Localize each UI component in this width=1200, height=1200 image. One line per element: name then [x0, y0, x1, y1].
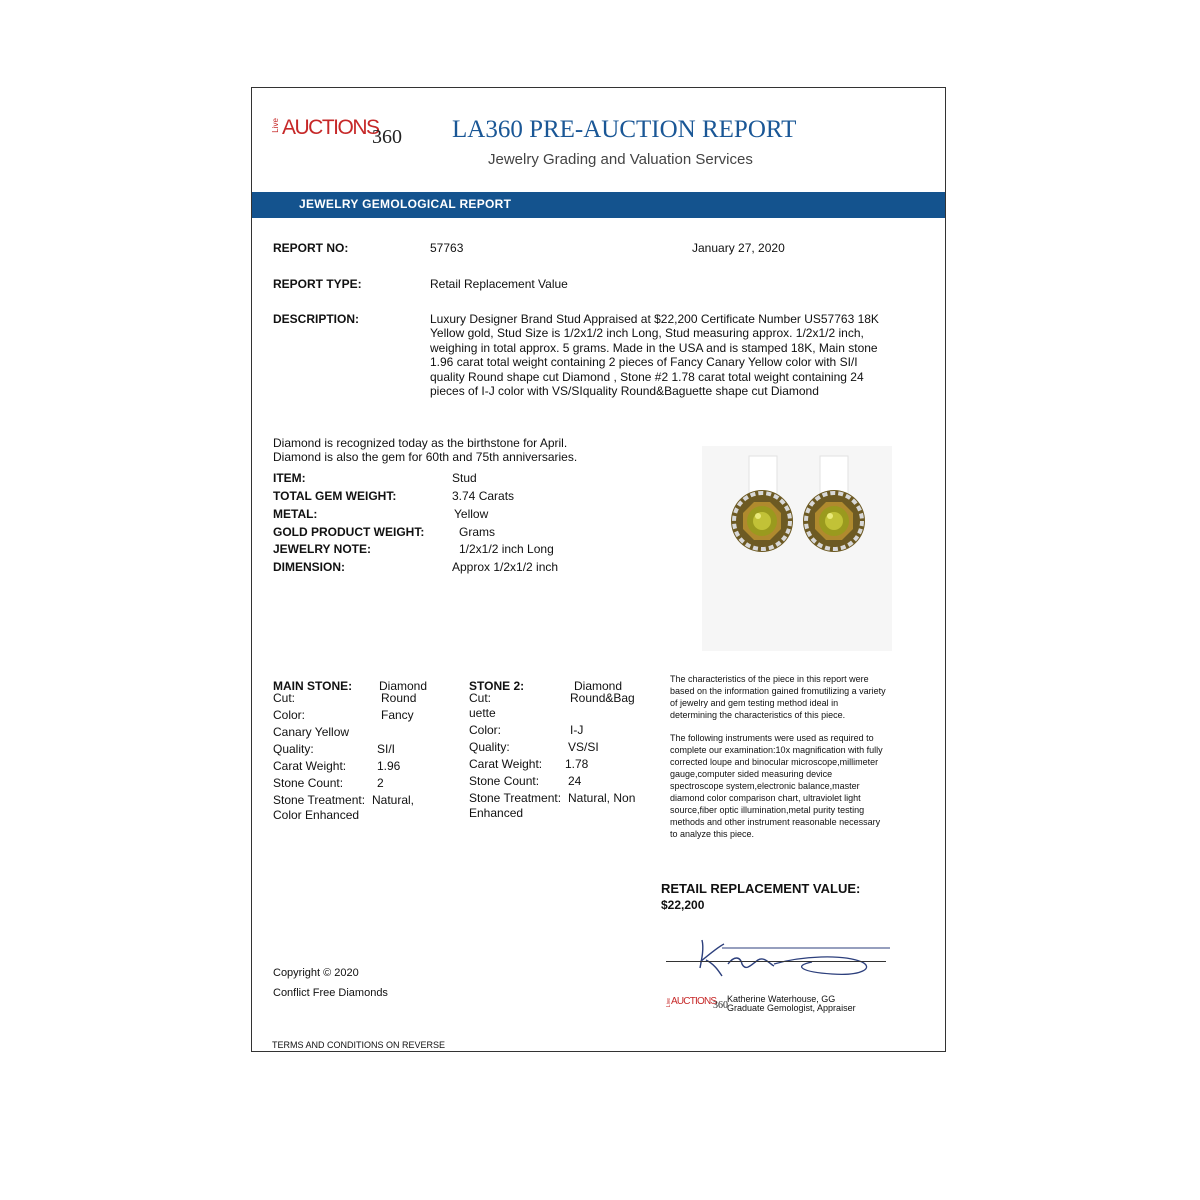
- spec-value: 1/2x1/2 inch Long: [459, 542, 554, 556]
- note-line: methods and other instrument reasonable necessary: [670, 817, 881, 827]
- stone2-count-label: Stone Count:: [469, 774, 540, 788]
- methodology-note-2: [670, 732, 930, 840]
- retail-value-label: RETAIL REPLACEMENT VALUE:: [661, 881, 861, 896]
- main-color-label: Color:: [273, 708, 306, 722]
- logo-live-text: Live: [271, 118, 280, 133]
- stone2-type: Diamond: [574, 679, 623, 693]
- band-label: JEWELRY GEMOLOGICAL REPORT: [299, 197, 512, 211]
- description-line: pieces of I-J color with VS/SIquality Round&Baguette shape cut Diamond: [430, 384, 819, 399]
- birthstone-line-1: Diamond is recognized today as the birthstone for April.: [273, 436, 568, 450]
- main-quality-label: Quality:: [273, 742, 314, 756]
- report-type-value: Retail Replacement Value: [430, 277, 568, 291]
- spec-label: GOLD PRODUCT WEIGHT:: [273, 525, 425, 539]
- stone2-heading: STONE 2:: [469, 679, 525, 693]
- stone2-color-label: Color:: [469, 723, 502, 737]
- spec-label: JEWELRY NOTE:: [273, 542, 372, 556]
- stone2-carat-value: 1.78: [565, 757, 589, 771]
- note-line: of jewelry and gem testing method ideal in: [670, 698, 839, 708]
- main-color-value-2: Canary Yellow: [273, 725, 350, 739]
- stone2-treatment-value-2: Enhanced: [469, 806, 524, 820]
- appraiser-name: Katherine Waterhouse, GG: [727, 994, 836, 1004]
- note-line: gauge,computer sided measuring device: [670, 769, 833, 779]
- main-cut-label: Cut:: [273, 691, 296, 705]
- note-line: source,fiber optic illumination,metal purity testing: [670, 805, 865, 815]
- note-line: The following instruments were used as required to: [670, 733, 874, 743]
- terms-text: TERMS AND CONDITIONS ON REVERSE: [272, 1040, 446, 1050]
- note-line: corrected loupe and binocular microscope,millimeter: [670, 757, 879, 767]
- main-count-value: 2: [377, 776, 384, 790]
- conflict-free-text: Conflict Free Diamonds: [273, 987, 388, 999]
- main-treatment-value: Natural,: [372, 793, 415, 807]
- note-line: The characteristics of the piece in this report were: [670, 674, 869, 684]
- main-stone-heading: MAIN STONE:: [273, 679, 353, 693]
- description-line: weighing in total approx. 5 grams. Made in the USA and is stamped 18K, Main stone: [430, 340, 878, 355]
- spec-value: 3.74 Carats: [452, 489, 515, 503]
- report-no-value: 57763: [430, 241, 464, 255]
- description-line: Luxury Designer Brand Stud Appraised at $22,200 Certificate Number US57763 18K: [430, 312, 879, 326]
- earrings-photo: [702, 446, 892, 651]
- main-count-label: Stone Count:: [273, 776, 344, 790]
- report-document: [251, 87, 946, 1052]
- main-color-value: Fancy: [381, 708, 414, 722]
- methodology-note-1: [670, 673, 930, 721]
- small-logo-live: Live: [666, 998, 672, 1008]
- description-text: [430, 312, 900, 398]
- main-carat-label: Carat Weight:: [273, 759, 347, 773]
- description-line: quality Round shape cut Diamond , Stone #2 1.78 carat total weight containing 24: [430, 369, 864, 384]
- report-no-label: REPORT NO:: [273, 241, 349, 255]
- description-line: Yellow gold, Stud Size is 1/2x1/2 inch Long, Stud measuring approx. 1/2x1/2 inch,: [430, 326, 864, 341]
- section-band: [252, 192, 945, 218]
- main-cut-value: Round: [381, 691, 417, 705]
- stone2-cut-label: Cut:: [469, 691, 492, 705]
- note-line: to analyze this piece.: [670, 829, 755, 839]
- note-line: spectroscope system,electronic balance,master: [670, 781, 860, 791]
- stone2-quality-value: VS/SI: [568, 740, 599, 754]
- appraiser-signature: [662, 934, 892, 984]
- small-logo-auctions: AUCTIONS: [671, 996, 717, 1007]
- main-carat-value: 1.96: [377, 759, 401, 773]
- note-line: determining the characteristics of this piece.: [670, 710, 846, 720]
- spec-value: Approx 1/2x1/2 inch: [452, 560, 559, 574]
- main-quality-value: SI/I: [377, 742, 396, 756]
- main-treatment-value-2: Color Enhanced: [273, 808, 360, 822]
- spec-label: DIMENSION:: [273, 560, 345, 574]
- retail-value-amount: $22,200: [661, 898, 705, 912]
- spec-label: ITEM:: [273, 471, 306, 485]
- stone2-treatment-value: Natural, Non: [568, 791, 636, 805]
- spec-label: TOTAL GEM WEIGHT:: [273, 489, 397, 503]
- appraiser-title: Graduate Gemologist, Appraiser: [727, 1003, 856, 1013]
- main-treatment-label: Stone Treatment:: [273, 793, 366, 807]
- note-line: diamond color comparison chart, ultraviolet light: [670, 793, 861, 803]
- spec-value: Grams: [459, 525, 495, 539]
- logo-auctions-text: AUCTIONS: [282, 116, 379, 139]
- stone2-quality-label: Quality:: [469, 740, 510, 754]
- description-label: DESCRIPTION:: [273, 312, 360, 326]
- logo-360-text: 360: [372, 126, 402, 148]
- note-line: based on the information gained fromutilizing a variety: [670, 686, 886, 696]
- note-line: complete our examination:10x magnification with fully: [670, 745, 883, 755]
- spec-label: METAL:: [273, 507, 318, 521]
- stone2-cut-value: Round&Bag: [570, 691, 635, 705]
- spec-value: Stud: [452, 471, 477, 485]
- signature-line: [666, 961, 886, 962]
- copyright-text: Copyright © 2020: [273, 967, 359, 979]
- stone2-treatment-label: Stone Treatment:: [469, 791, 562, 805]
- spec-value: Yellow: [454, 507, 489, 521]
- stone2-color-value: I-J: [570, 723, 584, 737]
- birthstone-line-2: Diamond is also the gem for 60th and 75th anniversaries.: [273, 450, 578, 464]
- description-line: 1.96 carat total weight containing 2 pieces of Fancy Canary Yellow color with SI/I: [430, 355, 858, 370]
- main-stone-type: Diamond: [379, 679, 428, 693]
- stone2-count-value: 24: [568, 774, 582, 788]
- report-date: January 27, 2020: [692, 241, 785, 255]
- report-subtitle: Jewelry Grading and Valuation Services: [488, 151, 753, 168]
- report-title: LA360 PRE-AUCTION REPORT: [452, 116, 797, 143]
- stone2-cut-value-2: uette: [469, 706, 496, 720]
- stone2-carat-label: Carat Weight:: [469, 757, 543, 771]
- small-logo-360: 360: [713, 1000, 728, 1011]
- stud-earrings-image: [702, 446, 892, 651]
- report-type-label: REPORT TYPE:: [273, 277, 362, 291]
